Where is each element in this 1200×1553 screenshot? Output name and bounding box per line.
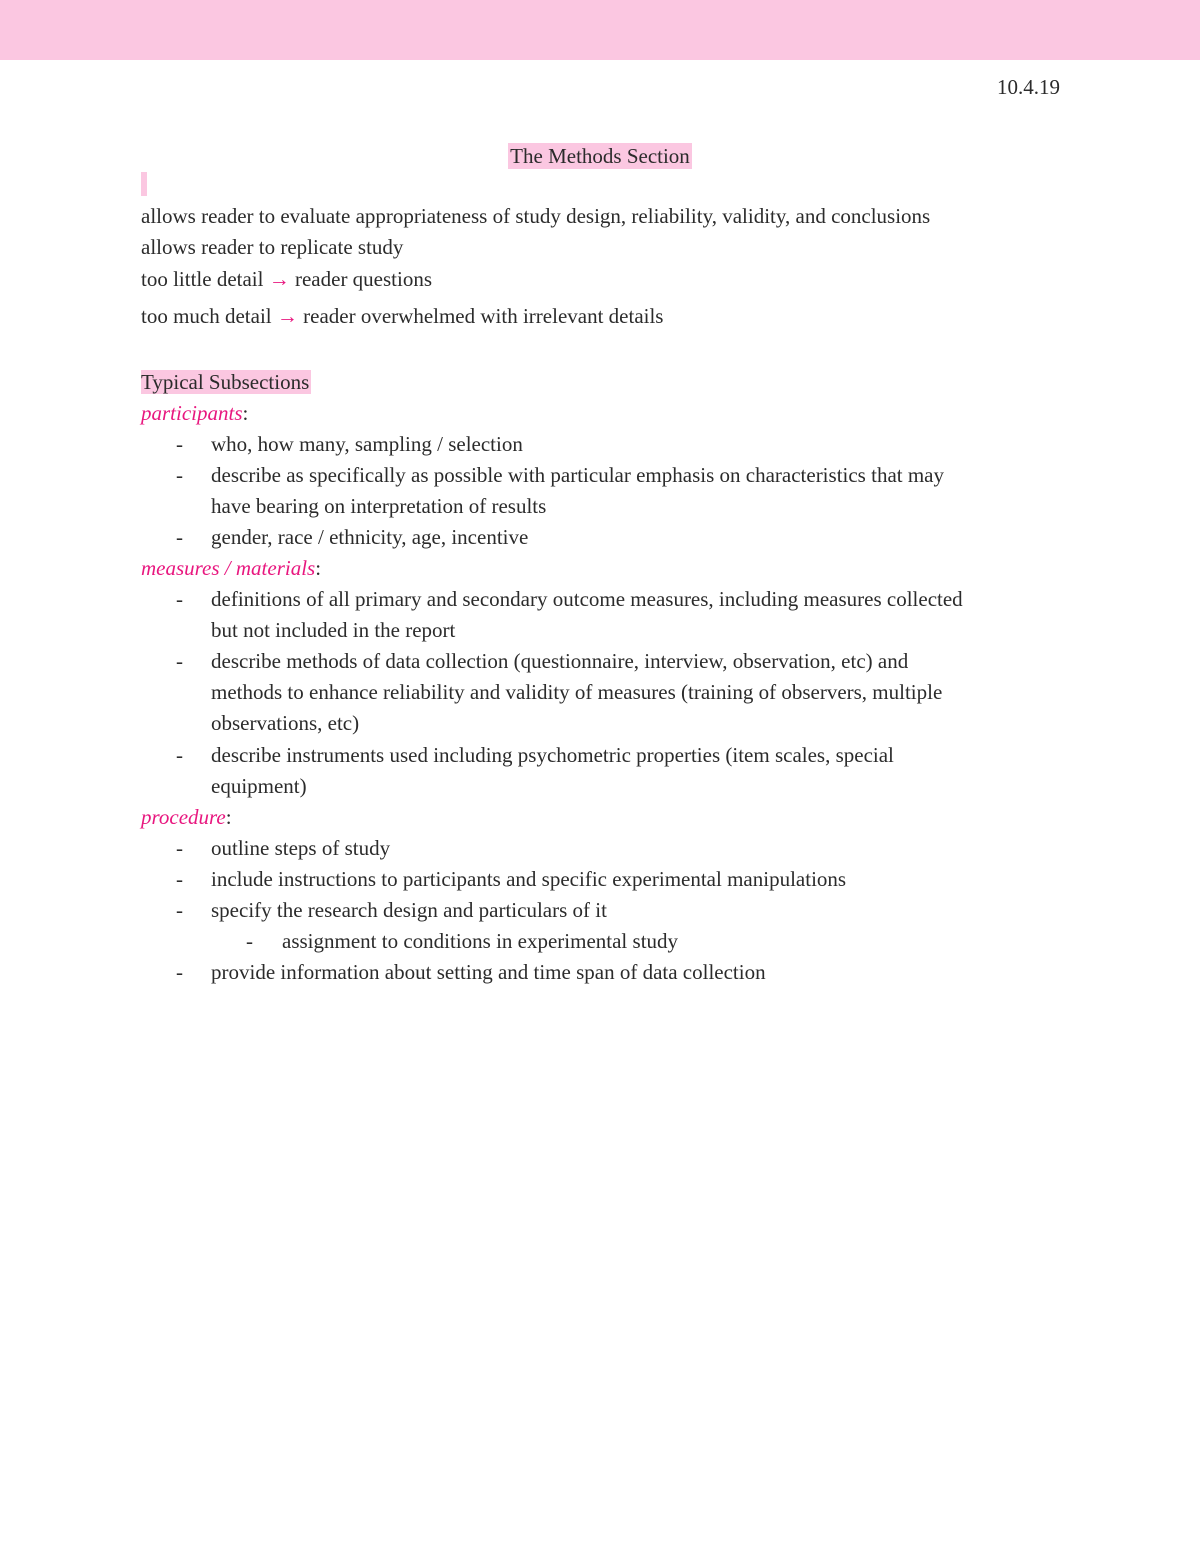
arrow-icon: → (268, 267, 290, 291)
measures-colon: : (315, 556, 322, 580)
procedure-bullet-1: outline steps of study (211, 836, 391, 860)
procedure-label: procedure (141, 805, 226, 829)
bullet-dash: - (176, 649, 183, 673)
intro-line-4-end: reader overwhelmed with irrelevant details (303, 304, 664, 328)
header-bar (0, 0, 1200, 60)
participants-bullet-2-line-1: describe as specifically as possible with particular emphasis on characteristics that may (211, 463, 945, 487)
bullet-dash: - (176, 587, 183, 611)
participants-colon: : (242, 401, 249, 425)
bullet-dash: - (176, 432, 183, 456)
intro-line-3-start: too little detail (141, 267, 264, 291)
measures-bullet-3-line-1: describe instruments used including psychometric properties (item scales, special (211, 743, 894, 767)
bullet-dash: - (176, 898, 183, 922)
arrow-icon: → (276, 304, 298, 328)
procedure-bullet-2: include instructions to participants and specific experimental manipulations (211, 867, 847, 891)
subsections-heading: Typical Subsections (141, 370, 310, 394)
page-title: The Methods Section (510, 144, 690, 168)
intro-line-3 (141, 266, 432, 292)
intro-line-2: allows reader to replicate study (141, 235, 404, 259)
date-text: 10.4.19 (997, 75, 1060, 99)
measures-bullet-2-line-3: observations, etc) (211, 711, 360, 735)
participants-label: participants (141, 401, 243, 425)
intro-line-3-end: reader questions (294, 267, 433, 291)
measures-bullet-2-line-2: methods to enhance reliability and validity of measures (training of observers, multiple (211, 680, 943, 704)
bullet-dash: - (176, 960, 183, 984)
bullet-dash: - (176, 463, 183, 487)
bullet-dash: - (176, 743, 183, 767)
bullet-dash: - (176, 836, 183, 860)
measures-bullet-2-line-1: describe methods of data collection (questionnaire, interview, observation, etc) and (211, 649, 909, 673)
participants-bullet-3: gender, race / ethnicity, age, incentive (211, 525, 529, 549)
bullet-dash: - (176, 867, 183, 891)
intro-line-1: allows reader to evaluate appropriateness of study design, reliability, validity, and conclusions (141, 204, 931, 228)
participants-label-row (141, 400, 248, 426)
procedure-label-row (141, 804, 232, 830)
measures-label-row (141, 555, 321, 581)
bullet-dash: - (176, 525, 183, 549)
procedure-colon: : (225, 805, 232, 829)
measures-bullet-1-line-1: definitions of all primary and secondary outcome measures, including measures collected (211, 587, 963, 611)
procedure-bullet-4: provide information about setting and time span of data collection (211, 960, 766, 984)
measures-bullet-1-line-2: but not included in the report (211, 618, 456, 642)
participants-bullet-2-line-2: have bearing on interpretation of results (211, 494, 547, 518)
highlight-cursor-mark (141, 172, 147, 196)
procedure-sub-bullet-1: assignment to conditions in experimental study (282, 929, 679, 953)
intro-line-4 (141, 303, 663, 329)
procedure-bullet-3: specify the research design and particulars of it (211, 898, 607, 922)
subsections-heading-row (141, 369, 311, 395)
participants-bullet-1: who, how many, sampling / selection (211, 432, 523, 456)
measures-bullet-3-line-2: equipment) (211, 774, 307, 798)
intro-line-4-start: too much detail (141, 304, 272, 328)
measures-label: measures / materials (141, 556, 316, 580)
title-row (0, 143, 1200, 169)
sub-bullet-dash: - (246, 929, 253, 953)
